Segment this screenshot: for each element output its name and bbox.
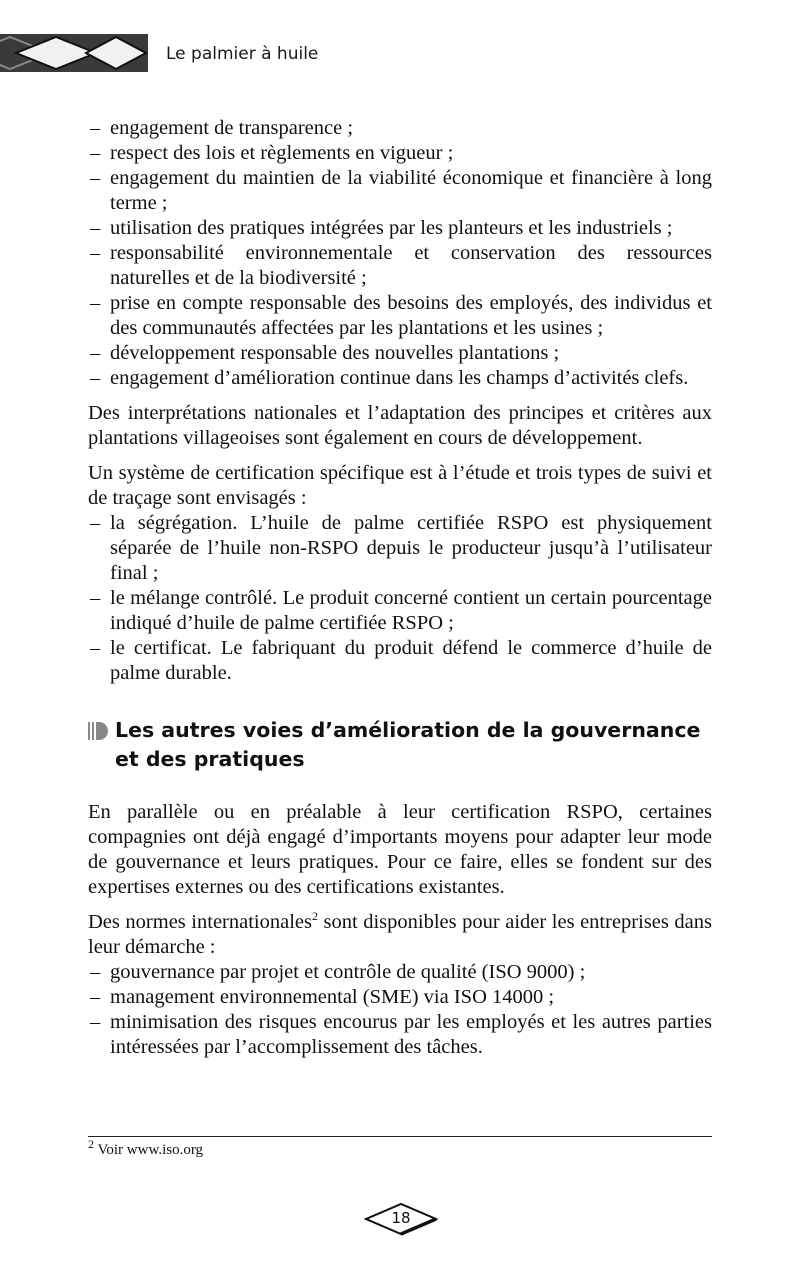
footnote xyxy=(88,1137,204,1159)
section-heading xyxy=(88,716,712,774)
list-item: – management environnemental (SME) via ISO 14000 ; xyxy=(88,985,712,1010)
paragraph xyxy=(88,910,712,960)
list-item: – respect des lois et règlements en vigueur ; xyxy=(88,141,712,166)
page-body xyxy=(88,116,712,1060)
list-item: – prise en compte responsable des besoins des employés, des individus et des communautés affectées par les plantations et les usines ; xyxy=(88,291,712,341)
page-number xyxy=(364,1202,438,1236)
principles-list xyxy=(88,116,712,391)
list-item: – engagement du maintien de la viabilité économique et financière à long terme ; xyxy=(88,166,712,216)
iso-norms-list xyxy=(88,960,712,1060)
list-item: – la ségrégation. L’huile de palme certifiée RSPO est physiquement séparée de l’huile non-RSPO depuis le producteur jusqu’à l’utilisateur final ; xyxy=(88,511,712,586)
footnote-ref: 2 xyxy=(311,909,318,924)
header-diamond-band xyxy=(0,34,148,72)
list-item: – le mélange contrôlé. Le produit concerné contient un certain pourcentage indiqué d’huile de palme certifiée RSPO ; xyxy=(88,586,712,636)
running-header-title: Le palmier à huile xyxy=(166,44,319,64)
list-item: – utilisation des pratiques intégrées par les planteurs et les industriels ; xyxy=(88,216,712,241)
traceability-list xyxy=(88,511,712,686)
list-item: – engagement d’amélioration continue dans les champs d’activités clefs. xyxy=(88,366,712,391)
page-number-text: 18 xyxy=(391,1209,411,1227)
footnote-divider xyxy=(88,1136,712,1137)
list-item: – développement responsable des nouvelles plantations ; xyxy=(88,341,712,366)
list-item: – minimisation des risques encourus par les employés et les autres parties intéressées par l’accomplissement des tâches. xyxy=(88,1010,712,1060)
list-item: – le certificat. Le fabriquant du produit défend le commerce d’huile de palme durable. xyxy=(88,636,712,686)
footnote-text: Voir www.iso.org xyxy=(94,1142,204,1158)
paragraph: Des interprétations nationales et l’adaptation des principes et critères aux plantations villageoises sont également en cours de développement. xyxy=(88,402,712,449)
paragraph: En parallèle ou en préalable à leur certification RSPO, certaines compagnies ont déjà engagé d’importants moyens pour adapter leur mode de gouvernance et leurs pratiques. Pour ce faire, elles se fondent sur des expertises externes ou des certifications existantes. xyxy=(88,801,712,898)
paragraph-text: sont disponibles pour aider les entreprises dans leur démarche : xyxy=(88,911,712,958)
list-item: – engagement de transparence ; xyxy=(88,116,712,141)
section-marker-icon xyxy=(88,722,108,740)
list-item: – responsabilité environnementale et conservation des ressources naturelles et de la biodiversité ; xyxy=(88,241,712,291)
paragraph-text: Des normes internationales xyxy=(88,911,312,933)
footnote-number: 2 xyxy=(88,1137,94,1151)
list-item: – gouvernance par projet et contrôle de qualité (ISO 9000) ; xyxy=(88,960,712,985)
paragraph: Un système de certification spécifique est à l’étude et trois types de suivi et de traçage sont envisagés : xyxy=(88,462,712,509)
section-heading-text: Les autres voies d’amélioration de la gouvernance et des pratiques xyxy=(115,718,701,771)
